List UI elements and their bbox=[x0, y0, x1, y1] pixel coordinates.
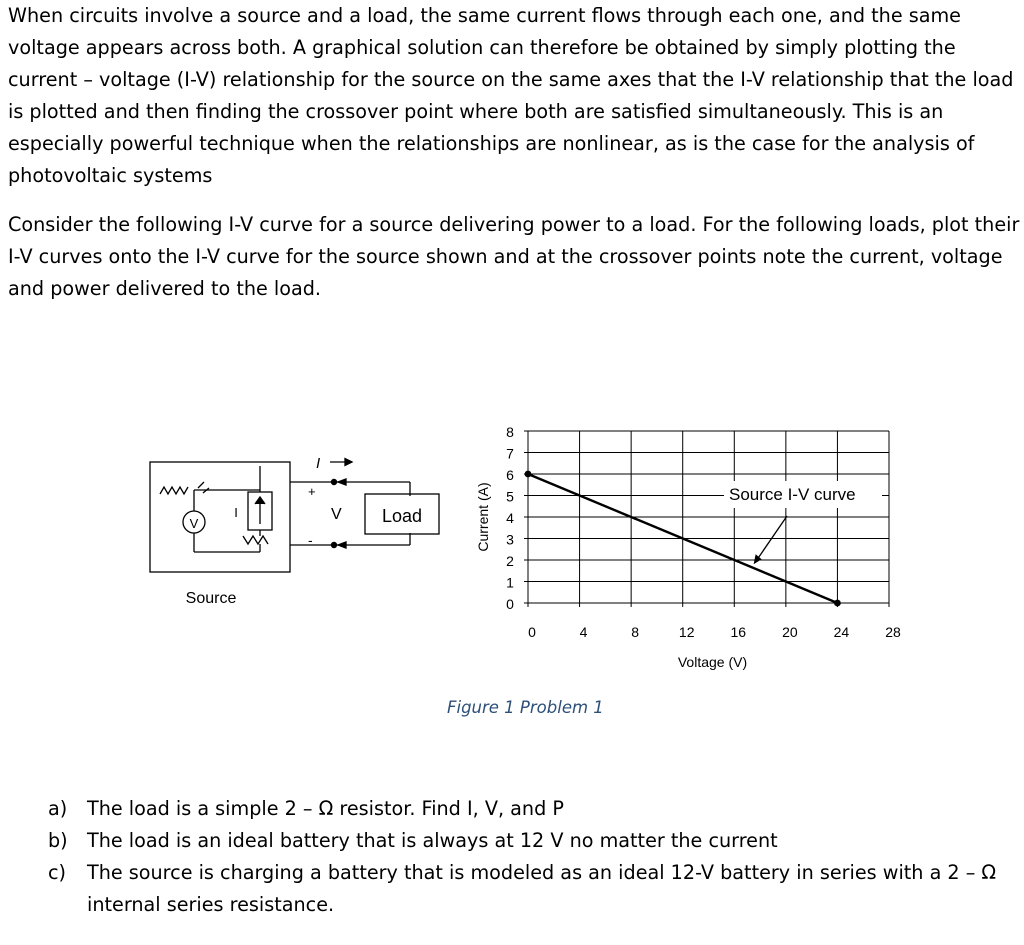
minus-terminal bbox=[331, 542, 336, 547]
question-text: The source is charging a battery that is modeled as an ideal 12-V battery in series with a 2 – Ω internal series resistance. bbox=[87, 861, 997, 916]
minus-sign: - bbox=[308, 532, 313, 548]
y-tick-label: 4 bbox=[506, 510, 514, 526]
x-axis-label: Voltage (V) bbox=[677, 654, 748, 670]
x-tick-label: 16 bbox=[730, 624, 747, 640]
data-point bbox=[834, 600, 841, 607]
question-label: b) bbox=[48, 829, 68, 852]
y-tick-label: 8 bbox=[506, 424, 514, 440]
y-axis-label: Current (A) bbox=[475, 482, 491, 552]
x-tick-label: 24 bbox=[833, 624, 850, 640]
load-label: Load bbox=[381, 506, 423, 526]
source-box bbox=[150, 462, 290, 572]
intro-paragraph-2: Consider the following I-V curve for a source delivering power to a load. For the following loads, plot their I-V curves onto the I-V curve for the source shown and at the crossover points note the current, voltage and power delivered to the load. bbox=[8, 213, 1020, 300]
question-a bbox=[48, 793, 1018, 825]
light-rays-icon bbox=[160, 482, 209, 494]
x-tick-label: 4 bbox=[579, 624, 588, 640]
y-tick-label: 5 bbox=[506, 488, 514, 505]
x-tick-label: 12 bbox=[678, 624, 695, 640]
i-source-symbol: I bbox=[234, 505, 238, 520]
y-tick-label: 0 bbox=[506, 596, 514, 612]
resistor-zigzag bbox=[243, 536, 268, 544]
y-tick-label: 1 bbox=[506, 574, 514, 591]
y-tick-label: 7 bbox=[506, 445, 514, 462]
y-tick-label: 6 bbox=[506, 467, 514, 483]
annotation-text: Source I-V curve bbox=[729, 485, 856, 504]
question-label: a) bbox=[48, 797, 68, 820]
data-point bbox=[525, 471, 532, 478]
intro-paragraph-1: When circuits involve a source and a load, the same current flows through each one, and the same voltage appears across both. A graphical solution can therefore be obtained by simply plotting the current – voltage (I-V) relationship for the source on the same axes that the I-V relationship that the load is plotted and then finding the crossover point where both are satisfied simultaneously. This is an especially powerful technique when the relationships are nonlinear, as is the case for the analysis of photovoltaic systems bbox=[8, 4, 1014, 187]
current-label: I bbox=[316, 455, 321, 472]
plus-terminal bbox=[331, 479, 336, 484]
iv-chart bbox=[475, 424, 901, 670]
plus-sign: + bbox=[308, 484, 316, 499]
x-tick-label: 0 bbox=[528, 624, 536, 640]
x-tick-label: 28 bbox=[885, 624, 901, 640]
y-tick-label: 3 bbox=[506, 531, 514, 548]
x-tick-label: 8 bbox=[631, 624, 640, 640]
figure-caption: Figure 1 Problem 1 bbox=[447, 698, 604, 717]
x-tick-label: 20 bbox=[782, 624, 798, 640]
question-text: The load is a simple 2 – Ω resistor. Find I, V, and P bbox=[87, 797, 564, 820]
source-label: Source bbox=[185, 590, 237, 607]
v-source-symbol: V bbox=[189, 516, 199, 531]
voltage-label: V bbox=[331, 506, 342, 523]
y-tick-label: 2 bbox=[506, 553, 514, 569]
question-label: c) bbox=[48, 861, 67, 884]
question-list bbox=[48, 793, 1018, 921]
question-text: The load is an ideal battery that is always at 12 V no matter the current bbox=[87, 829, 778, 852]
question-c bbox=[48, 857, 1018, 921]
question-b bbox=[48, 825, 1018, 857]
